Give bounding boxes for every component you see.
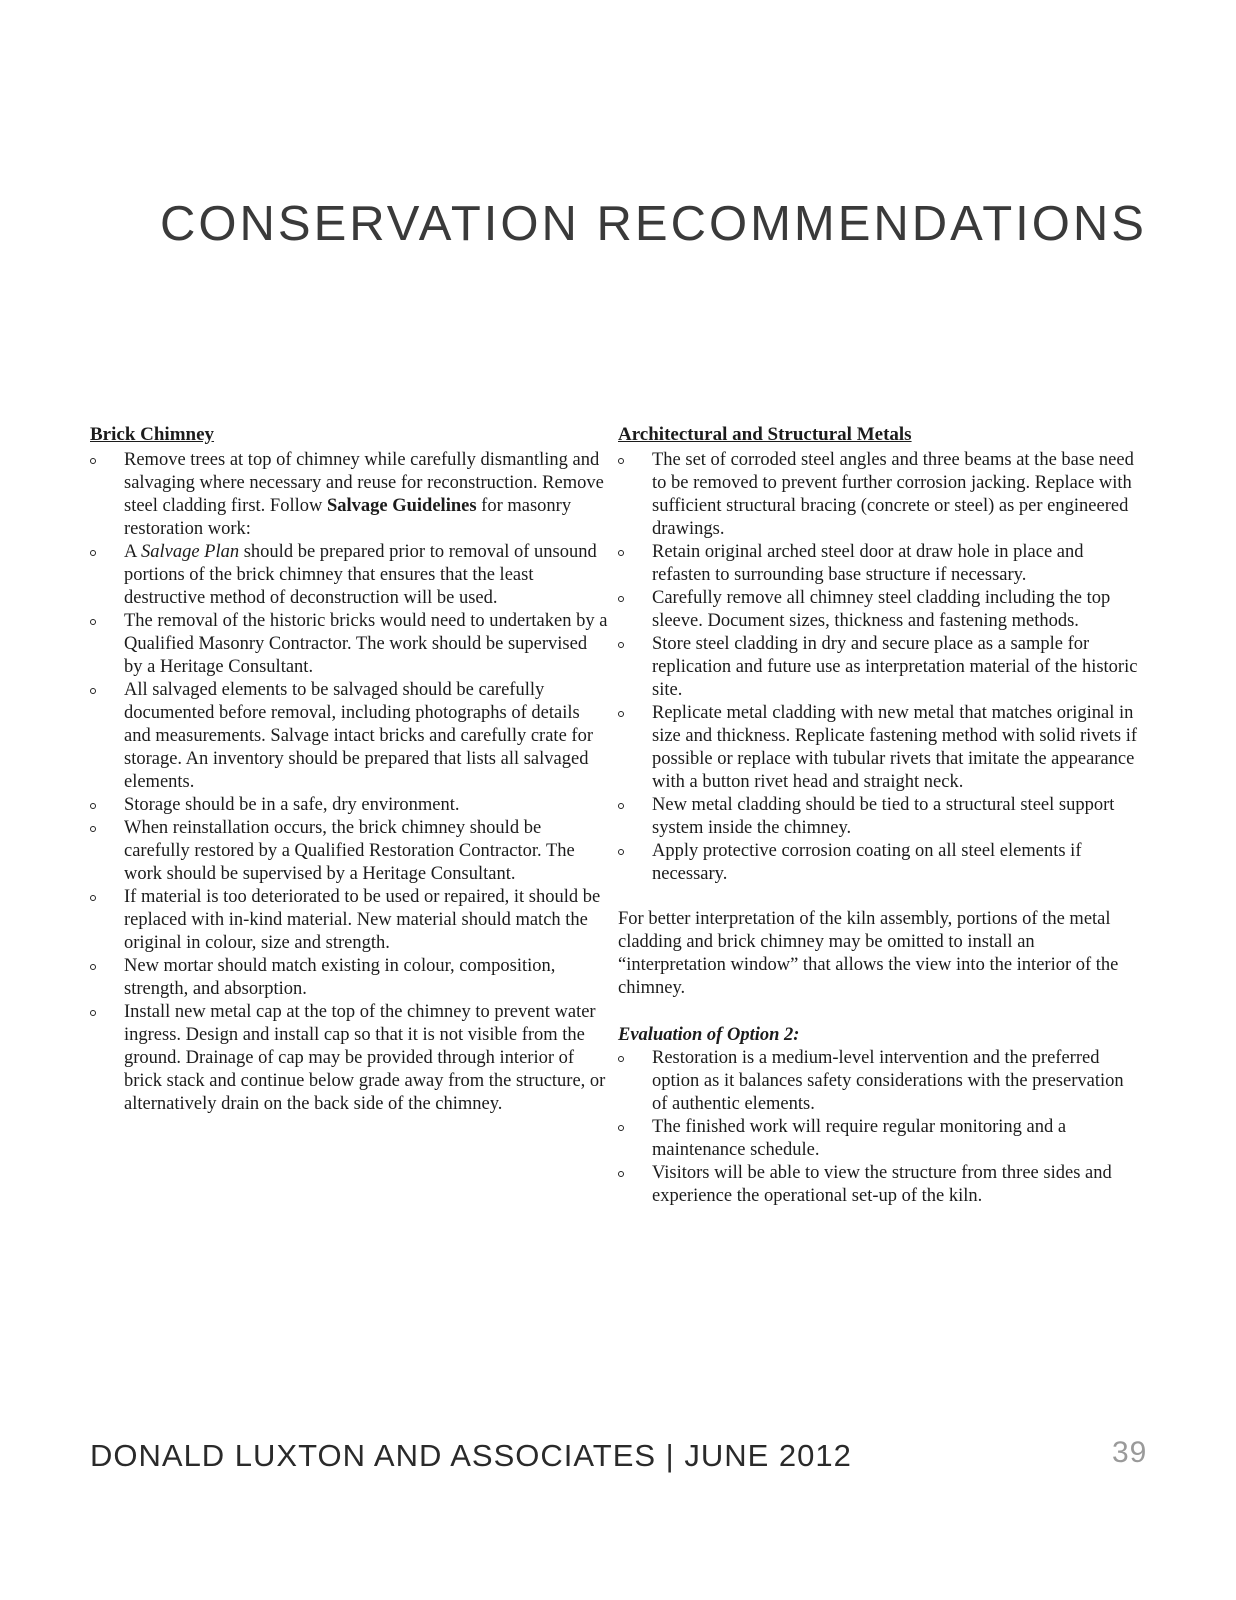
bullet-icon (90, 458, 96, 464)
bullet-icon (90, 895, 96, 901)
list-item: The set of corroded steel angles and three beams at the base need to be removed to prevent further corrosion jacking. Replace with sufficient structural bracing (concrete or steel) as per engineered drawings. (618, 449, 1138, 541)
list-item: The removal of the historic bricks would need to undertaken by a Qualified Masonry Contractor. The work should be supervised by a Heritage Consultant. (90, 610, 610, 679)
brick-chimney-list (90, 449, 610, 1116)
list-item: A Salvage Plan should be prepared prior to removal of unsound portions of the brick chimney that ensures that the least destructive method of deconstruction will be used. (90, 541, 610, 610)
brick-chimney-section (90, 423, 610, 1116)
list-item: New mortar should match existing in colour, composition, strength, and absorption. (90, 955, 610, 1001)
brick-chimney-heading: Brick Chimney (90, 424, 215, 445)
bullet-icon (90, 688, 96, 694)
bullet-icon (618, 1125, 624, 1131)
bullet-icon (618, 1056, 624, 1062)
list-item: The finished work will require regular monitoring and a maintenance schedule. (618, 1116, 1138, 1162)
bullet-icon (618, 1171, 624, 1177)
interpretation-paragraph: For better interpretation of the kiln assembly, portions of the metal cladding and brick chimney may be omitted to install an “interpretation window” that allows the view into the interior of the chimney. (618, 909, 1119, 998)
list-item: Restoration is a medium-level intervention and the preferred option as it balances safety considerations with the preservation of authentic elements. (618, 1047, 1138, 1116)
list-item: Store steel cladding in dry and secure place as a sample for replication and future use as interpretation material of the historic site. (618, 633, 1138, 702)
evaluation-list (618, 1047, 1138, 1208)
list-item: If material is too deteriorated to be used or repaired, it should be replaced with in-kind material. New material should match the original in colour, size and strength. (90, 886, 610, 955)
list-item: Replicate metal cladding with new metal that matches original in size and thickness. Replicate fastening method with solid rivets if possible or replace with tubular rivets that imitate the appearance with a button rivet head and straight neck. (618, 702, 1138, 794)
page-number: 39 (1112, 1436, 1148, 1469)
salvage-plan-text: Salvage Plan (140, 542, 240, 562)
salvage-guidelines-text: Salvage Guidelines (326, 496, 477, 516)
metals-list (618, 449, 1138, 886)
list-item: When reinstallation occurs, the brick chimney should be carefully restored by a Qualified Restoration Contractor. The work should be supervised by a Heritage Consultant. (90, 817, 610, 886)
bullet-icon (90, 826, 96, 832)
bullet-icon (90, 1010, 96, 1016)
bullet-icon (618, 550, 624, 556)
bullet-icon (618, 849, 624, 855)
list-item: Remove trees at top of chimney while carefully dismantling and salvaging where necessary and reuse for reconstruction. Remove steel cladding first. Follow Salvage Guidelines for masonry restoration work: (90, 449, 610, 541)
footer-text: DONALD LUXTON AND ASSOCIATES | JUNE 2012 (90, 1438, 852, 1473)
list-item: Apply protective corrosion coating on all steel elements if necessary. (618, 840, 1138, 886)
bullet-icon (618, 458, 624, 464)
list-item: Visitors will be able to view the structure from three sides and experience the operational set-up of the kiln. (618, 1162, 1138, 1208)
bullet-icon (90, 964, 96, 970)
list-item: All salvaged elements to be salvaged should be carefully documented before removal, including photographs of details and measurements. Salvage intact bricks and carefully crate for storage. An inventory should be prepared that lists all salvaged elements. (90, 679, 610, 794)
metals-section (618, 423, 1138, 1208)
page-title: CONSERVATION RECOMMENDATIONS (160, 197, 1147, 251)
bullet-icon (618, 642, 624, 648)
bullet-icon (90, 550, 96, 556)
bullet-icon (618, 596, 624, 602)
list-item: Retain original arched steel door at draw hole in place and refasten to surrounding base structure if necessary. (618, 541, 1138, 587)
evaluation-heading: Evaluation of Option 2: (618, 1025, 800, 1045)
list-item: Storage should be in a safe, dry environment. (90, 794, 610, 817)
bullet-icon (618, 803, 624, 809)
metals-heading: Architectural and Structural Metals (618, 424, 912, 445)
list-item: Carefully remove all chimney steel cladding including the top sleeve. Document sizes, thickness and fastening methods. (618, 587, 1138, 633)
list-item: New metal cladding should be tied to a structural steel support system inside the chimney. (618, 794, 1138, 840)
bullet-icon (618, 711, 624, 717)
bullet-icon (90, 619, 96, 625)
list-item: Install new metal cap at the top of the chimney to prevent water ingress. Design and install cap so that it is not visible from the ground. Drainage of cap may be provided through interior of brick stack and continue below grade away from the structure, or alternatively drain on the back side of the chimney. (90, 1001, 610, 1116)
bullet-icon (90, 803, 96, 809)
